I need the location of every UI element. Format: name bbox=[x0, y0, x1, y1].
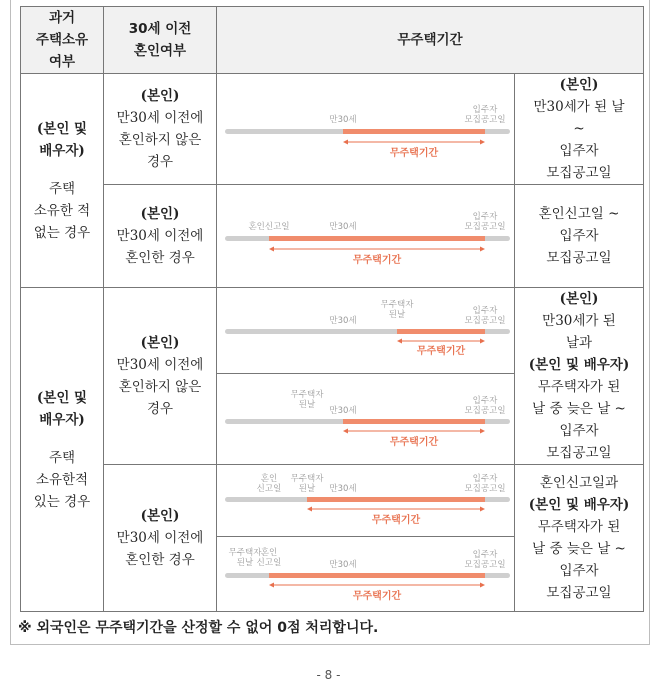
table-header-row bbox=[21, 7, 644, 74]
condition-cell: (본인) 만30세 이전에 혼인한 경우 bbox=[104, 185, 217, 288]
svg-text:만30세: 만30세 bbox=[329, 406, 357, 417]
result-line: 만30세가 된 bbox=[542, 313, 616, 329]
timeline-diagram bbox=[217, 289, 515, 373]
svg-text:된날: 된날 bbox=[298, 400, 316, 411]
svg-text:모집공고일: 모집공고일 bbox=[464, 560, 506, 570]
svg-text:모집공고일: 모집공고일 bbox=[464, 484, 506, 494]
svg-text:무주택기간: 무주택기간 bbox=[352, 255, 402, 266]
result-line: 무주택자가 된 bbox=[537, 379, 621, 395]
svg-text:무주택자: 무주택자 bbox=[290, 390, 324, 401]
group-label-has-owned: (본인 및 배우자) 주택 소유한적 있는 경우 bbox=[21, 288, 104, 612]
result-line: 입주자 bbox=[559, 423, 599, 439]
condition-cell: (본인) 만30세 이전에 혼인한 경우 bbox=[104, 465, 217, 612]
svg-text:모집공고일: 모집공고일 bbox=[464, 222, 506, 232]
svg-text:무주택자: 무주택자 bbox=[228, 548, 262, 558]
page-number: - 8 - bbox=[316, 668, 341, 682]
table-row bbox=[21, 74, 644, 185]
svg-text:무주택기간: 무주택기간 bbox=[389, 148, 439, 159]
svg-text:무주택자: 무주택자 bbox=[290, 474, 324, 484]
svg-text:모집공고일: 모집공고일 bbox=[464, 315, 506, 326]
result-line: 날 중 늦은 날 ~ bbox=[532, 541, 626, 557]
svg-text:무주택자: 무주택자 bbox=[380, 299, 414, 310]
result-cell: (본인) 만30세가 된 날 ~ 입주자 모집공고일 bbox=[515, 74, 644, 185]
svg-text:입주자: 입주자 bbox=[472, 305, 498, 316]
result-line: 모집공고일 bbox=[546, 585, 612, 601]
result-line: 날과 bbox=[565, 335, 593, 351]
header-past-ownership: 과거 주택소유 여부 bbox=[21, 7, 104, 74]
svg-text:신고일: 신고일 bbox=[256, 558, 282, 568]
svg-text:무주택기간: 무주택기간 bbox=[352, 591, 402, 602]
svg-text:된날: 된날 bbox=[236, 558, 254, 568]
timeline-cell bbox=[217, 185, 515, 288]
result-line: 모집공고일 bbox=[546, 445, 612, 461]
header-marriage-before-30: 30세 이전 혼인여부 bbox=[104, 7, 217, 74]
timeline-cell bbox=[217, 537, 515, 612]
timeline-cell bbox=[217, 465, 515, 537]
no-house-period-bar bbox=[397, 329, 485, 334]
svg-text:입주자: 입주자 bbox=[472, 396, 498, 407]
no-house-period-bar bbox=[307, 497, 485, 502]
result-line: 무주택자가 된 bbox=[537, 519, 621, 535]
svg-text:입주자: 입주자 bbox=[472, 550, 498, 560]
svg-text:만30세: 만30세 bbox=[329, 115, 357, 125]
result-cell bbox=[515, 465, 644, 612]
svg-text:무주택기간: 무주택기간 bbox=[371, 515, 421, 526]
svg-text:만30세: 만30세 bbox=[329, 484, 357, 494]
svg-text:모집공고일: 모집공고일 bbox=[464, 406, 506, 417]
no-house-period-bar bbox=[343, 419, 485, 424]
result-line: 혼인신고일과 bbox=[539, 475, 619, 491]
timeline-diagram bbox=[217, 76, 515, 182]
svg-text:입주자: 입주자 bbox=[472, 212, 498, 222]
foreigner-note: ※ 외국인은 무주택기간을 산정할 수 없어 0점 처리합니다. bbox=[18, 620, 379, 636]
timeline-diagram bbox=[217, 185, 515, 287]
no-house-period-bar bbox=[343, 129, 485, 134]
no-house-period-bar bbox=[269, 573, 485, 578]
result-cell: 혼인신고일 ~ 입주자 모집공고일 bbox=[515, 185, 644, 288]
no-house-period-bar bbox=[269, 236, 485, 241]
condition-cell: (본인) 만30세 이전에 혼인하지 않은 경우 bbox=[104, 288, 217, 465]
timeline-cell bbox=[217, 288, 515, 374]
table-row bbox=[21, 185, 644, 288]
condition-cell: (본인) 만30세 이전에 혼인하지 않은 경우 bbox=[104, 74, 217, 185]
result-line: (본인 및 배우자) bbox=[528, 357, 630, 373]
result-line: 날 중 늦은 날 ~ bbox=[532, 401, 626, 417]
result-line: (본인 및 배우자) bbox=[528, 497, 630, 513]
svg-text:된날: 된날 bbox=[388, 309, 406, 320]
svg-text:혼인신고일: 혼인신고일 bbox=[248, 222, 290, 232]
svg-text:만30세: 만30세 bbox=[329, 560, 357, 570]
svg-text:입주자: 입주자 bbox=[472, 474, 498, 484]
timeline-cell bbox=[217, 74, 515, 185]
svg-text:만30세: 만30세 bbox=[329, 222, 357, 232]
svg-text:신고일: 신고일 bbox=[256, 484, 282, 494]
svg-text:무주택기간: 무주택기간 bbox=[416, 345, 466, 357]
svg-text:모집공고일: 모집공고일 bbox=[464, 115, 506, 125]
timeline-diagram bbox=[217, 537, 515, 611]
timeline-diagram bbox=[217, 465, 515, 536]
table-row bbox=[21, 288, 644, 374]
result-cell bbox=[515, 288, 644, 465]
result-line: (본인) bbox=[559, 291, 599, 307]
svg-text:혼인: 혼인 bbox=[260, 474, 278, 484]
timeline-cell bbox=[217, 374, 515, 465]
timeline-diagram bbox=[217, 375, 515, 463]
svg-text:된날: 된날 bbox=[298, 484, 316, 494]
no-house-period-table bbox=[20, 6, 644, 612]
svg-text:혼인: 혼인 bbox=[260, 548, 278, 558]
svg-text:무주택기간: 무주택기간 bbox=[389, 437, 439, 449]
group-label-never-owned: (본인 및 배우자) 주택 소유한 적 없는 경우 bbox=[21, 74, 104, 288]
result-line: 입주자 bbox=[559, 563, 599, 579]
svg-text:입주자: 입주자 bbox=[472, 105, 498, 115]
header-no-house-period: 무주택기간 bbox=[217, 7, 644, 74]
svg-text:만30세: 만30세 bbox=[329, 315, 357, 326]
table-row bbox=[21, 465, 644, 537]
